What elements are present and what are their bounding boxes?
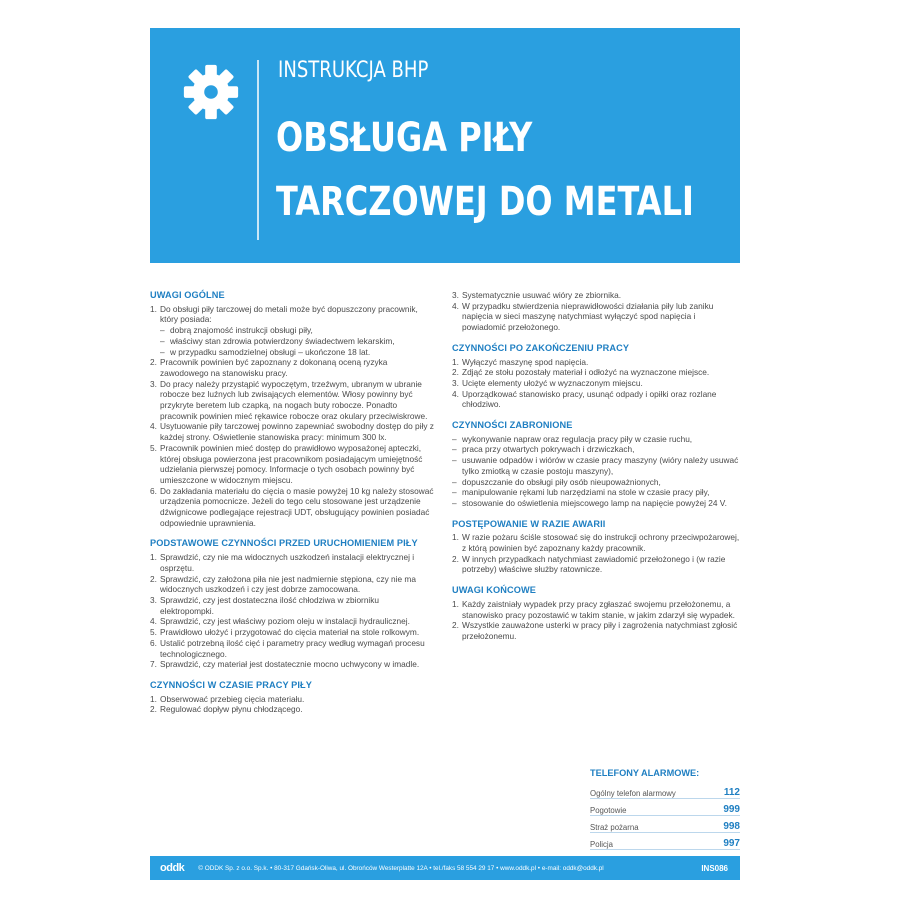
item-text: Sprawdzić, czy założona piła nie jest nadmiernie stępiona, czy nie ma widocznych uszkodzeń i czy jest dobrze zamocowana. <box>160 573 416 595</box>
item-number: 1. <box>150 303 157 314</box>
item-number: 7. <box>150 659 157 670</box>
item-text: Prawidłowo ułożyć i przygotować do cięcia materiał na stole rolkowym. <box>160 627 420 638</box>
list-item <box>150 595 435 616</box>
item-number: 1. <box>150 552 157 563</box>
item-text: W innych przypadkach natychmiast zawiadomić przełożonego i (w razie potrzeby) właściwe służby ratownicze. <box>462 553 726 575</box>
phone-number: 999 <box>723 804 740 815</box>
item-text: Wyłączyć maszynę spod napięcia. <box>462 356 589 367</box>
item-text: Sprawdzić, czy nie ma widocznych uszkodzeń instalacji elektrycznej i osprzętu. <box>160 552 415 573</box>
item-text: W przypadku stwierdzenia nieprawidłowości działania piły lub zaniku napięcia w sieci maszynę natychmiast wyłączyć spod napięcia i powiadomić przełożonego. <box>462 300 714 333</box>
item-text: Pracownik powinien mieć dostęp do prawidłowo wyposażonej apteczki, której obsługa powierzona jest pracownikom posiadającym umiejętność udzielania pierwszej pomocy. Informacje o tych osobach powinny być umieszczone w widocznym miejscu. <box>160 442 423 485</box>
item-text: Zdjąć ze stołu pozostały materiał i odłożyć na wyznaczone miejsce. <box>462 367 710 378</box>
document-subtitle: INSTRUKCJA BHP <box>278 58 429 83</box>
list-item <box>452 620 740 641</box>
item-number: 4. <box>452 388 459 399</box>
item-text: Każdy zaistniały wypadek przy pracy zgłaszać swojemu przełożonemu, a stanowisko pracy pozostawić w takim stanie, w jakim zdarzył się wypadek. <box>462 598 735 620</box>
section-list <box>150 694 435 715</box>
phone-label: Policja <box>590 840 613 849</box>
item-number: 6. <box>150 485 157 496</box>
item-text: Sprawdzić, czy materiał jest dostatecznie mocno uchwycony w imadle. <box>160 659 420 670</box>
phone-label: Ogólny telefon alarmowy <box>590 789 676 798</box>
phone-number: 112 <box>723 787 740 798</box>
list-subitem: – wykonywanie napraw oraz regulacja pracy piły w czasie ruchu, <box>452 434 740 445</box>
list-item <box>452 290 740 301</box>
item-text: Ustalić potrzebną ilość cięć i parametry pracy według wymagań procesu technologicznego. <box>160 637 425 659</box>
title-line-1: OBSŁUGA PIŁY <box>276 115 533 161</box>
section-zabronione <box>452 420 740 509</box>
item-number: 2. <box>150 704 157 715</box>
list-subitem: – praca przy otwartych pokrywach i drzwiczkach, <box>452 444 740 455</box>
header-banner <box>150 28 740 263</box>
phone-number: 998 <box>723 821 740 832</box>
item-text: Pracownik powinien być zapoznany z dokonaną oceną ryzyka zawodowego na stanowisku pracy. <box>160 357 388 378</box>
list-item <box>150 552 435 573</box>
phone-row <box>590 799 740 816</box>
item-number: 3. <box>150 594 157 605</box>
list-item <box>150 694 435 705</box>
section-po-zakonczeniu <box>452 343 740 410</box>
item-number: 1. <box>150 693 157 704</box>
header-divider <box>257 60 259 240</box>
list-item <box>150 704 435 715</box>
right-column <box>452 290 740 652</box>
item-text: Do pracy należy przystąpić wypoczętym, trzeźwym, ubranym w ubranie robocze bez luźnych lub zwisających elementów. Włosy powinny być przykryte beretem lub czapką, na nogach buty robocze. Ponadto pracownik powinien mieć rękawice robocze oraz okulary przeciwiskrowe. <box>160 378 428 421</box>
item-text: Do zakładania materiału do cięcia o masie powyżej 10 kg należy stosować urządzenia pomocnicze. Jeżeli do tego celu stosowane jest urządzenie dźwignicowe podlegające rejestracji UDT, obsługujący powinien posiadać odpowiednie uprawnienia. <box>160 485 434 528</box>
list-item <box>452 367 740 378</box>
section-uwagi-koncowe <box>452 585 740 642</box>
list-item <box>150 357 435 378</box>
list-subitem: – usuwanie odpadów i wiórów w czasie pracy maszyny (wióry należy usuwać tylko zmiotką w czasie postoju maszyny), <box>452 455 740 476</box>
section-heading: UWAGI KOŃCOWE <box>452 585 536 596</box>
list-item <box>452 532 740 553</box>
list-item <box>150 627 435 638</box>
list-subitem: – w przypadku samodzielnej obsługi – ukończone 18 lat. <box>150 347 435 358</box>
section-list <box>452 532 740 575</box>
list-subitem: – dopuszczanie do obsługi piły osób nieupoważnionych, <box>452 477 740 488</box>
list-subitem: – stosowanie do oświetlenia miejscowego lamp na napięcie powyżej 24 V. <box>452 498 740 509</box>
section-heading: PODSTAWOWE CZYNNOŚCI PRZED URUCHOMIENIEM PIŁY <box>150 538 418 549</box>
list-item <box>150 443 435 486</box>
list-item <box>452 389 740 410</box>
list-item <box>452 599 740 620</box>
gear-icon <box>180 61 242 123</box>
item-text: Obserwować przebieg cięcia materiału. <box>160 693 305 704</box>
phone-number: 997 <box>723 838 740 849</box>
item-text: Wszystkie zauważone usterki w pracy piły i zagrożenia natychmiast zgłosić przełożonemu. <box>462 620 738 641</box>
phones-heading: TELEFONY ALARMOWE: <box>590 768 700 778</box>
item-number: 5. <box>150 627 157 638</box>
left-column <box>150 290 435 725</box>
item-number: 4. <box>150 616 157 627</box>
phone-row <box>590 833 740 850</box>
instruction-sheet <box>150 28 740 880</box>
list-item <box>150 379 435 422</box>
item-text: Usytuowanie piły tarczowej powinno zapewniać swobodny dostęp do piły z każdej strony. Oświetlenie stanowiska pracy: minimum 300 lx. <box>160 421 434 443</box>
list-item <box>452 357 740 368</box>
item-number: 1. <box>452 532 459 543</box>
item-text: Sprawdzić, czy jest właściwy poziom oleju w instalacji hydraulicznej. <box>160 616 410 627</box>
list-item <box>150 616 435 627</box>
document-title <box>276 106 694 234</box>
section-w-czasie-pracy <box>150 680 435 715</box>
phone-row <box>590 816 740 833</box>
section-heading: CZYNNOŚCI ZABRONIONE <box>452 420 573 431</box>
footer-bar <box>150 856 740 880</box>
phone-label: Pogotowie <box>590 806 627 815</box>
item-number: 3. <box>150 378 157 389</box>
section-przed-uruchomieniem <box>150 538 435 669</box>
footer-address: © ODDK Sp. z o.o. Sp.k. • 80-317 Gdańsk-Oliwa, ul. Obrońców Westerplatte 12A • tel./faks 58 554 29 17 • www.oddk.pl • e-mail: oddk@oddk.pl <box>198 864 604 872</box>
section-w-razie-awarii <box>452 519 740 576</box>
list-item <box>150 574 435 595</box>
section-list <box>452 434 740 509</box>
item-number: 2. <box>452 553 459 564</box>
item-text: W razie pożaru ściśle stosować się do instrukcji ochrony przeciwpożarowej, z którą powinien być zapoznany każdy pracownik. <box>462 532 740 554</box>
oddk-logo: oddk <box>160 862 185 874</box>
item-number: 2. <box>452 367 459 378</box>
item-text: Uporządkować stanowisko pracy, usunąć odpady i opiłki oraz rozlane chłodziwo. <box>462 388 717 410</box>
phone-row <box>590 782 740 799</box>
item-number: 2. <box>452 620 459 631</box>
title-line-2: TARCZOWEJ DO METALI <box>276 179 694 225</box>
list-item <box>150 304 435 325</box>
item-number: 3. <box>452 377 459 388</box>
item-number: 6. <box>150 637 157 648</box>
item-text: Regulować dopływ płynu chłodzącego. <box>160 704 303 715</box>
phone-label: Straż pożarna <box>590 823 639 832</box>
document-code: INS086 <box>701 863 728 873</box>
list-subitem: – dobrą znajomość instrukcji obsługi piły, <box>150 325 435 336</box>
item-text: Ucięte elementy ułożyć w wyznaczonym miejscu. <box>462 377 643 388</box>
item-number: 4. <box>150 421 157 432</box>
item-number: 2. <box>150 573 157 584</box>
list-subitem: – właściwy stan zdrowia potwierdzony świadectwem lekarskim, <box>150 336 435 347</box>
item-number: 3. <box>452 290 459 300</box>
item-number: 4. <box>452 300 459 311</box>
list-subitem: – manipulowanie rękami lub narzędziami na stole w czasie pracy piły, <box>452 487 740 498</box>
section-list <box>452 357 740 411</box>
item-text: Sprawdzić, czy jest dostateczna ilość chłodziwa w zbiorniku elektropompki. <box>160 594 380 616</box>
item-number: 5. <box>150 442 157 453</box>
list-item <box>150 421 435 442</box>
list-item <box>150 638 435 659</box>
item-text: Do obsługi piły tarczowej do metali może być dopuszczony pracownik, który posiada: <box>160 303 418 325</box>
emergency-phones <box>590 768 740 850</box>
list-item <box>452 301 740 333</box>
list-item <box>452 554 740 575</box>
item-number: 1. <box>452 356 459 367</box>
section-uwagi-ogolne <box>150 290 435 528</box>
list-item <box>452 378 740 389</box>
section-list <box>150 552 435 670</box>
list-item <box>150 659 435 670</box>
section-heading: UWAGI OGÓLNE <box>150 290 225 300</box>
section-heading: CZYNNOŚCI PO ZAKOŃCZENIU PRACY <box>452 342 630 353</box>
section-heading: POSTĘPOWANIE W RAZIE AWARII <box>452 518 606 529</box>
section-list <box>150 304 435 529</box>
section-heading: CZYNNOŚCI W CZASIE PRACY PIŁY <box>150 679 312 690</box>
section-w-czasie-pracy-cd <box>452 290 740 333</box>
list-item <box>150 486 435 529</box>
section-list <box>452 599 740 642</box>
item-text: Systematycznie usuwać wióry ze zbiornika. <box>462 290 622 300</box>
item-number: 1. <box>452 598 459 609</box>
item-number: 2. <box>150 357 157 368</box>
section-list <box>452 290 740 333</box>
